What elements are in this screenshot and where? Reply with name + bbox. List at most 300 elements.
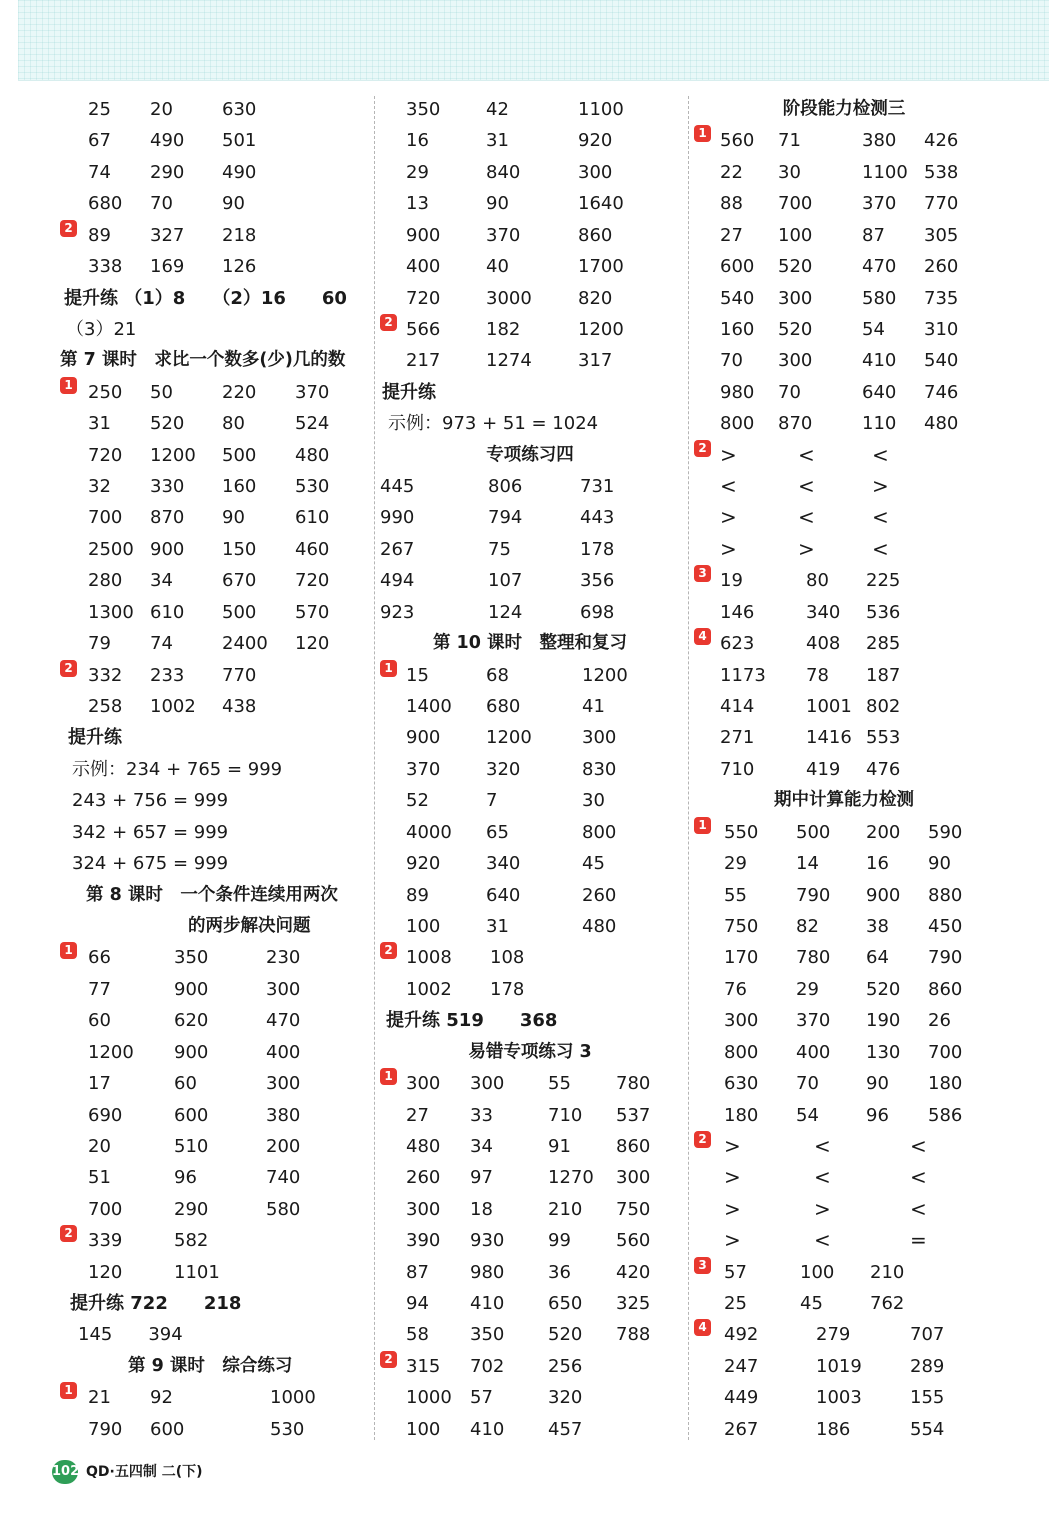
answer-row (60, 408, 370, 439)
answer-value: 720 (406, 287, 441, 309)
answer-value: 494 (380, 570, 415, 592)
answer-row (60, 754, 370, 785)
answer-line: 示例：234 + 765 = 999 (72, 758, 283, 780)
comparison-symbol: < (872, 505, 889, 530)
answer-line: 145 394 (78, 1324, 183, 1346)
answer-value: 55 (724, 884, 747, 906)
answer-value: 400 (266, 1041, 301, 1063)
answer-value: 80 (806, 570, 829, 592)
answer-value: 980 (470, 1261, 505, 1283)
answer-row (60, 1100, 370, 1131)
answer-row (694, 283, 994, 314)
answer-value: 830 (582, 758, 617, 780)
answer-value: 1002 (406, 978, 452, 1000)
comparison-symbol: > (724, 1228, 741, 1253)
answer-value: 2400 (222, 633, 268, 655)
answer-value: 29 (796, 978, 819, 1000)
answer-value: 57 (724, 1261, 747, 1283)
answer-value: 90 (928, 853, 951, 875)
answer-value: 124 (488, 601, 523, 623)
answer-value: 110 (862, 413, 897, 435)
answer-value: 520 (866, 978, 901, 1000)
question-number-badge: 2 (60, 220, 77, 237)
answer-line: 243 + 756 = 999 (72, 790, 229, 812)
answer-row (60, 94, 370, 125)
answer-value: 350 (470, 1324, 505, 1346)
answer-value: 820 (578, 287, 613, 309)
answer-value: 160 (720, 318, 755, 340)
question-number-badge: 1 (694, 817, 711, 834)
answer-row (380, 565, 680, 596)
answer-value: 501 (222, 130, 257, 152)
answer-value: 370 (486, 224, 521, 246)
answer-value: 300 (470, 1073, 505, 1095)
answer-value: 870 (778, 413, 813, 435)
comparison-symbol: < (814, 1228, 831, 1253)
answer-value: 29 (724, 853, 747, 875)
answer-row (694, 565, 994, 596)
answer-value: 1100 (578, 99, 624, 120)
question-number-badge: 1 (380, 660, 397, 677)
answer-value: 75 (488, 538, 511, 560)
answer-value: 408 (806, 633, 841, 655)
answer-value: 800 (582, 821, 617, 843)
section-heading (60, 1351, 370, 1382)
answer-value: 78 (806, 664, 829, 686)
answer-value: 90 (222, 507, 245, 529)
answer-row (380, 502, 680, 533)
answer-value: 930 (470, 1230, 505, 1252)
answer-value: 414 (720, 696, 755, 718)
answer-row (694, 188, 994, 219)
answer-value: 27 (720, 224, 743, 246)
question-number-badge: 1 (60, 1382, 77, 1399)
section-heading (694, 785, 994, 816)
answer-row (380, 1100, 680, 1131)
answer-value: 29 (406, 161, 429, 183)
answer-value: 590 (928, 821, 963, 843)
answer-value: 720 (295, 570, 330, 592)
answer-value: 880 (928, 884, 963, 906)
answer-value: 370 (406, 758, 441, 780)
answer-value: 315 (406, 1355, 441, 1377)
answer-value: 285 (866, 633, 901, 655)
answer-value: 600 (720, 256, 755, 278)
answer-value: 700 (778, 193, 813, 215)
answer-row (380, 314, 680, 345)
page-number: 102 (52, 1460, 78, 1484)
answer-value: 540 (720, 287, 755, 309)
answer-value: 320 (548, 1387, 583, 1409)
question-number-badge: 2 (60, 1225, 77, 1242)
answer-row (380, 974, 680, 1005)
answer-value: 640 (486, 884, 521, 906)
answer-value: 300 (778, 350, 813, 372)
answer-column-3 (694, 94, 994, 1445)
answer-value: 566 (406, 318, 441, 340)
answer-value: 790 (88, 1418, 123, 1440)
answer-value: 426 (924, 130, 959, 152)
answer-value: 77 (88, 978, 111, 1000)
answer-value: 30 (582, 790, 605, 812)
answer-value: 74 (150, 633, 173, 655)
answer-row (380, 880, 680, 911)
section-heading-text: 专项练习四 (486, 444, 574, 465)
answer-row (380, 534, 680, 565)
answer-row (694, 722, 994, 753)
answer-value: 300 (578, 161, 613, 183)
answer-value: 340 (486, 853, 521, 875)
answer-row (694, 880, 994, 911)
section-heading-text: 第 7 课时 求比一个数多(少)几的数 (60, 350, 346, 371)
answer-row (694, 628, 994, 659)
column-divider (688, 96, 689, 1440)
answer-value: 100 (800, 1261, 835, 1283)
answer-value: 200 (866, 821, 901, 843)
answer-value: 390 (406, 1230, 441, 1252)
comparison-symbol: < (798, 442, 815, 467)
answer-value: 38 (866, 915, 889, 937)
answer-value: 460 (295, 538, 330, 560)
answer-row (60, 1319, 370, 1350)
comparison-symbol: = (910, 1228, 927, 1253)
answer-value: 350 (174, 947, 209, 969)
answer-value: 18 (470, 1198, 493, 1220)
answer-value: 1101 (174, 1261, 220, 1283)
answer-row (60, 220, 370, 251)
answer-value: 980 (720, 381, 755, 403)
answer-value: 920 (578, 130, 613, 152)
answer-value: 300 (582, 727, 617, 749)
answer-value: 419 (806, 758, 841, 780)
section-heading-text: 期中计算能力检测 (774, 790, 914, 811)
answer-value: 702 (470, 1355, 505, 1377)
answer-value: 4000 (406, 821, 452, 843)
answer-value: 490 (222, 161, 257, 183)
answer-value: 538 (924, 161, 959, 183)
answer-value: 52 (406, 790, 429, 812)
question-number-badge: 1 (60, 377, 77, 394)
comparison-symbol: < (910, 1165, 927, 1190)
comparison-symbol: < (910, 1196, 927, 1221)
answer-row (60, 157, 370, 188)
answer-value: 96 (866, 1104, 889, 1126)
answer-value: 370 (295, 381, 330, 403)
comparison-symbol: < (814, 1165, 831, 1190)
answer-value: 300 (724, 1010, 759, 1032)
answer-value: 700 (88, 507, 123, 529)
answer-value: 70 (720, 350, 743, 372)
answer-value: 3000 (486, 287, 532, 309)
section-heading (60, 880, 370, 911)
answer-value: 920 (406, 853, 441, 875)
answer-value: 1003 (816, 1387, 862, 1409)
comparison-symbol: > (720, 536, 737, 561)
answer-row (60, 628, 370, 659)
answer-value: 70 (778, 381, 801, 403)
answer-value: 16 (406, 130, 429, 152)
answer-value: 90 (866, 1073, 889, 1095)
answer-value: 540 (924, 350, 959, 372)
answer-value: 54 (862, 318, 885, 340)
answer-value: 300 (406, 1073, 441, 1095)
answer-value: 530 (270, 1418, 305, 1440)
answer-row (60, 440, 370, 471)
comparison-symbol: < (872, 536, 889, 561)
answer-row (694, 314, 994, 345)
answer-value: 76 (724, 978, 747, 1000)
answer-value: 790 (796, 884, 831, 906)
answer-row (380, 188, 680, 219)
answer-value: 470 (862, 256, 897, 278)
answer-value: 1270 (548, 1167, 594, 1189)
question-number-badge: 4 (694, 628, 711, 645)
answer-value: 640 (862, 381, 897, 403)
answer-value: 400 (796, 1041, 831, 1063)
answer-value: 788 (616, 1324, 651, 1346)
answer-value: 300 (266, 978, 301, 1000)
answer-row (694, 1100, 994, 1131)
answer-value: 50 (150, 381, 173, 403)
answer-row (60, 471, 370, 502)
answer-row (380, 1162, 680, 1193)
header-band (18, 0, 1049, 81)
answer-value: 520 (778, 318, 813, 340)
answer-row (60, 848, 370, 879)
answer-value: 256 (548, 1355, 583, 1377)
answer-value: 650 (548, 1293, 583, 1315)
question-number-badge: 2 (694, 440, 711, 457)
answer-value: 200 (266, 1135, 301, 1157)
answer-row (694, 848, 994, 879)
answer-value: 91 (548, 1135, 571, 1157)
answer-value: 289 (910, 1355, 945, 1377)
answer-value: 31 (486, 130, 509, 152)
comparison-symbol: < (720, 474, 737, 499)
answer-value: 923 (380, 601, 415, 623)
answer-value: 1300 (88, 601, 134, 623)
answer-value: 70 (796, 1073, 819, 1095)
comparison-symbol: > (724, 1133, 741, 1158)
answer-value: 630 (724, 1073, 759, 1095)
answer-value: 26 (928, 1010, 951, 1032)
answer-row (694, 502, 994, 533)
answer-row (694, 377, 994, 408)
answer-value: 41 (582, 696, 605, 718)
answer-value: 680 (88, 193, 123, 215)
answer-row (60, 251, 370, 282)
answer-row (694, 408, 994, 439)
answer-value: 750 (724, 915, 759, 937)
answer-value: 490 (150, 130, 185, 152)
question-number-badge: 1 (60, 942, 77, 959)
answer-value: 524 (295, 413, 330, 435)
answer-value: 520 (548, 1324, 583, 1346)
answer-value: 300 (266, 1073, 301, 1095)
answer-value: 210 (870, 1261, 905, 1283)
answer-value: 45 (582, 853, 605, 875)
answer-row (380, 1414, 680, 1445)
answer-value: 780 (796, 947, 831, 969)
answer-value: 860 (616, 1135, 651, 1157)
answer-value: 620 (174, 1010, 209, 1032)
answer-value: 280 (88, 570, 123, 592)
answer-row (380, 377, 680, 408)
answer-row (694, 1257, 994, 1288)
answer-value: 27 (406, 1104, 429, 1126)
answer-value: 160 (222, 476, 257, 498)
answer-row (60, 974, 370, 1005)
answer-row (60, 1005, 370, 1036)
answer-row (694, 754, 994, 785)
section-heading-text: 易错专项练习 3 (468, 1041, 592, 1062)
section-heading-text: 第 9 课时 综合练习 (128, 1355, 293, 1376)
section-heading-text: 的两步解决问题 (188, 915, 311, 936)
answer-value: 610 (150, 601, 185, 623)
answer-value: 746 (924, 381, 959, 403)
answer-line: 示例：973 + 51 = 1024 (388, 413, 599, 435)
answer-row (380, 408, 680, 439)
answer-value: 750 (616, 1198, 651, 1220)
answer-value: 700 (88, 1198, 123, 1220)
answer-row (380, 785, 680, 816)
answer-row (60, 1257, 370, 1288)
answer-value: 186 (816, 1418, 851, 1440)
answer-value: 247 (724, 1355, 759, 1377)
answer-value: 990 (380, 507, 415, 529)
answer-value: 400 (406, 256, 441, 278)
answer-row (694, 125, 994, 156)
answer-value: 1008 (406, 947, 452, 969)
answer-value: 90 (222, 193, 245, 215)
answer-value: 290 (174, 1198, 209, 1220)
question-number-badge: 1 (694, 125, 711, 142)
answer-row (380, 220, 680, 251)
answer-row (694, 1319, 994, 1350)
answer-value: 1001 (806, 696, 852, 718)
answer-value: 155 (910, 1387, 945, 1409)
answer-line: 提升练 (68, 727, 122, 749)
answer-value: 180 (928, 1073, 963, 1095)
answer-row (380, 722, 680, 753)
answer-value: 267 (380, 538, 415, 560)
answer-value: 1200 (578, 318, 624, 340)
answer-row (380, 1382, 680, 1413)
answer-value: 220 (222, 381, 257, 403)
answer-value: 87 (406, 1261, 429, 1283)
answer-value: 445 (380, 476, 415, 498)
answer-value: 480 (406, 1135, 441, 1157)
answer-value: 260 (582, 884, 617, 906)
answer-row (60, 283, 370, 314)
answer-row (380, 283, 680, 314)
answer-value: 580 (266, 1198, 301, 1220)
answer-value: 15 (406, 664, 429, 686)
answer-value: 1200 (88, 1041, 134, 1063)
answer-value: 510 (174, 1135, 209, 1157)
answer-value: 1200 (486, 727, 532, 749)
answer-value: 735 (924, 287, 959, 309)
answer-value: 2500 (88, 538, 134, 560)
answer-value: 79 (88, 633, 111, 655)
answer-row (60, 785, 370, 816)
answer-value: 707 (910, 1324, 945, 1346)
answer-value: 71 (778, 130, 801, 152)
question-number-badge: 2 (380, 314, 397, 331)
answer-value: 87 (862, 224, 885, 246)
answer-value: 89 (88, 224, 111, 246)
answer-row (380, 942, 680, 973)
answer-value: 680 (486, 696, 521, 718)
answer-value: 476 (866, 758, 901, 780)
answer-value: 500 (222, 601, 257, 623)
answer-value: 32 (88, 476, 111, 498)
answer-value: 500 (222, 444, 257, 466)
section-heading (694, 94, 994, 125)
column-divider (374, 96, 375, 1440)
answer-row (694, 1162, 994, 1193)
answer-row (60, 1162, 370, 1193)
answer-value: 356 (580, 570, 615, 592)
answer-row (380, 1319, 680, 1350)
answer-column-2 (380, 94, 680, 1445)
answer-value: 130 (866, 1041, 901, 1063)
answer-value: 150 (222, 538, 257, 560)
answer-value: 340 (806, 601, 841, 623)
answer-value: 1640 (578, 193, 624, 215)
answer-row (380, 251, 680, 282)
answer-value: 22 (720, 161, 743, 183)
answer-value: 16 (866, 853, 889, 875)
answer-value: 860 (578, 224, 613, 246)
comparison-symbol: < (910, 1133, 927, 1158)
answer-value: 31 (486, 915, 509, 937)
answer-value: 457 (548, 1418, 583, 1440)
answer-value: 94 (406, 1293, 429, 1315)
answer-row (380, 597, 680, 628)
answer-value: 25 (88, 99, 111, 120)
answer-value: 480 (582, 915, 617, 937)
answer-row (60, 314, 370, 345)
answer-value: 492 (724, 1324, 759, 1346)
answer-value: 410 (470, 1293, 505, 1315)
answer-value: 320 (486, 758, 521, 780)
answer-row (380, 911, 680, 942)
answer-value: 70 (150, 193, 173, 215)
answer-value: 1100 (862, 161, 908, 183)
answer-value: 92 (150, 1387, 173, 1409)
answer-value: 25 (724, 1293, 747, 1315)
answer-row (60, 1131, 370, 1162)
answer-value: 900 (150, 538, 185, 560)
answer-value: 800 (720, 413, 755, 435)
section-heading (380, 440, 680, 471)
answer-value: 88 (720, 193, 743, 215)
answer-value: 380 (266, 1104, 301, 1126)
answer-value: 100 (406, 915, 441, 937)
answer-value: 258 (88, 696, 123, 718)
answer-row (380, 94, 680, 125)
answer-row (380, 754, 680, 785)
answer-value: 225 (866, 570, 901, 592)
answer-value: 169 (150, 256, 185, 278)
answer-row (380, 1131, 680, 1162)
answer-value: 57 (470, 1387, 493, 1409)
answer-row (60, 377, 370, 408)
answer-value: 530 (295, 476, 330, 498)
answer-value: 64 (866, 947, 889, 969)
answer-value: 100 (406, 1418, 441, 1440)
